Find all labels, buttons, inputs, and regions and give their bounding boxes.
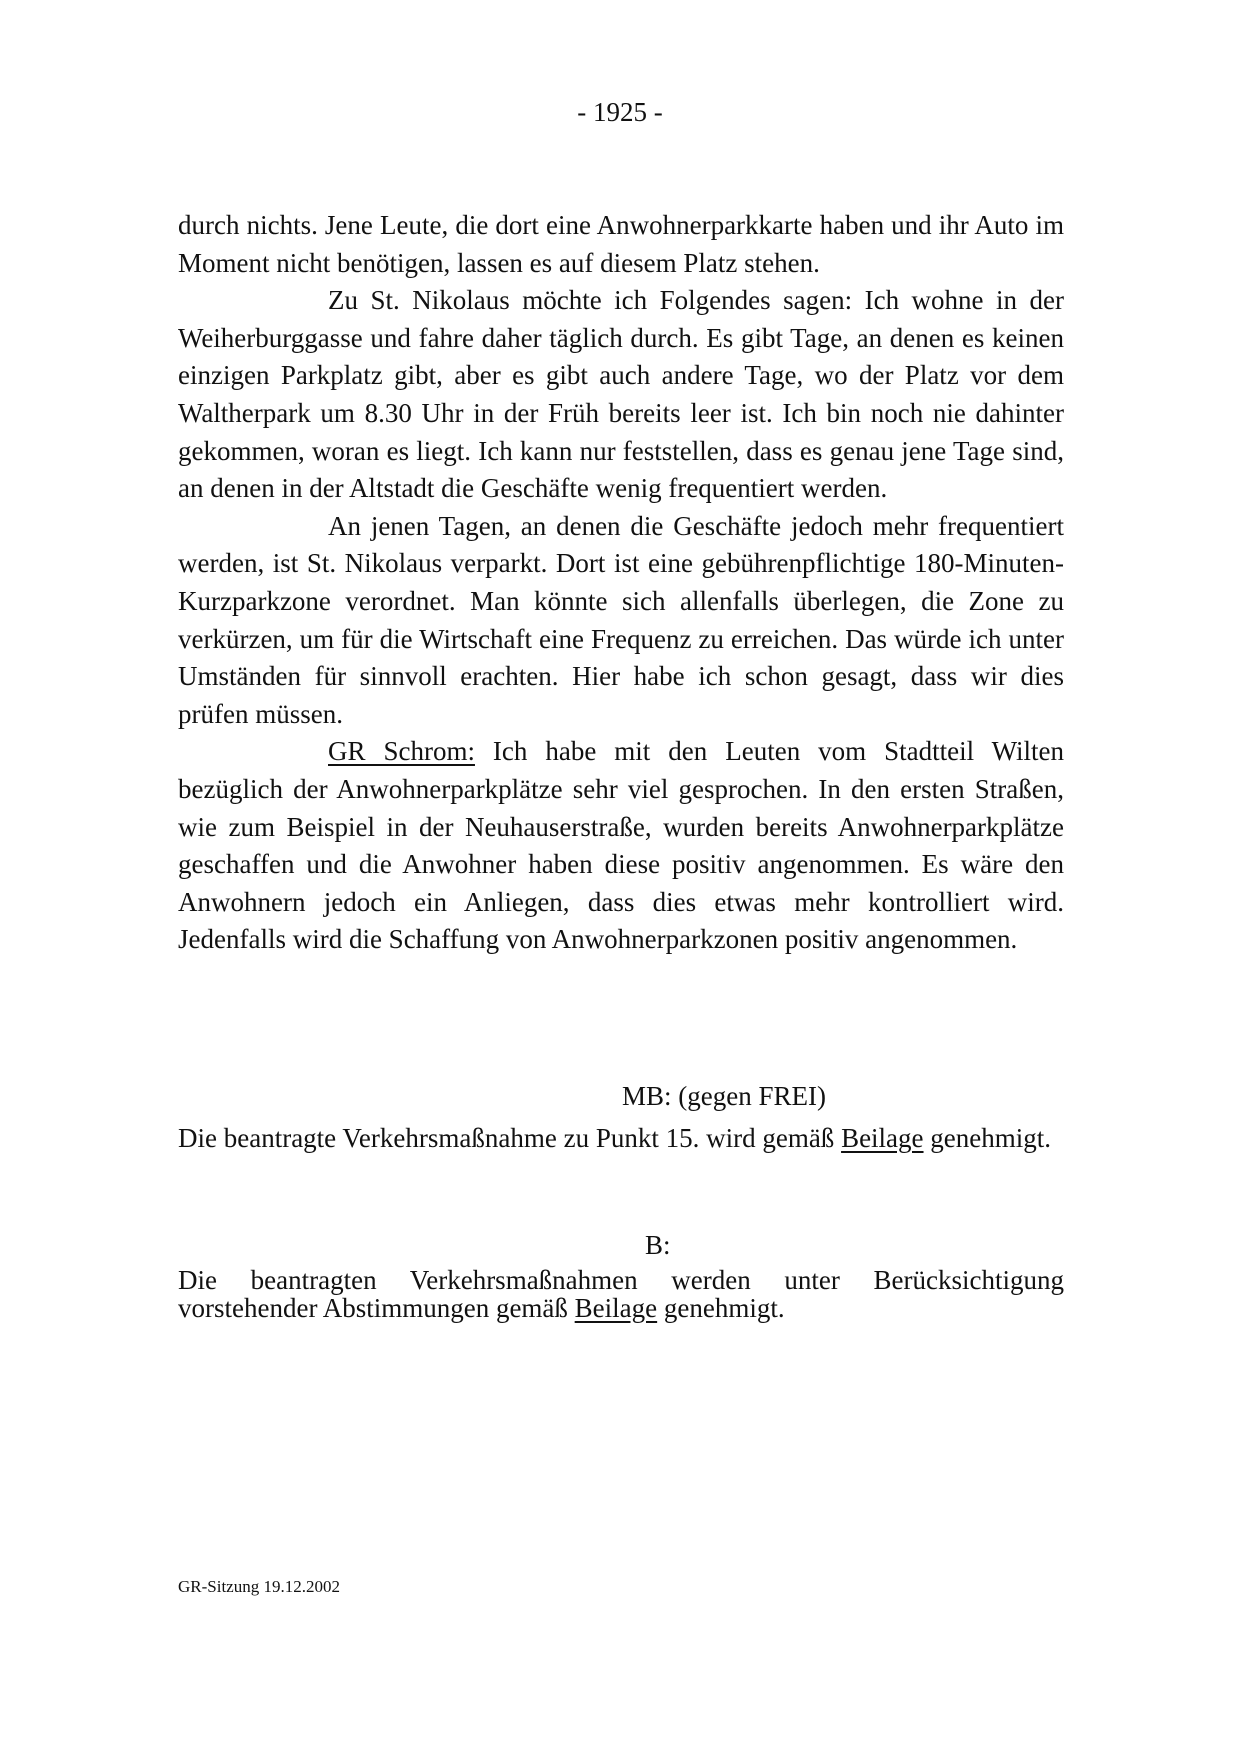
page-number: - 1925 - — [577, 97, 663, 127]
paragraph-1: durch nichts. Jene Leute, die dort eine Anwohnerparkkarte haben und ihr Auto im Moment nicht benötigen, lassen es auf diesem Platz stehen. — [178, 210, 1064, 278]
paragraph-3: An jenen Tagen, an denen die Geschäfte jedoch mehr frequentiert werden, ist St. Nikolaus verparkt. Dort ist eine gebührenpflichtige 180-Minuten-Kurzparkzone verordnet. Man könnte sich allenfalls überlegen, die Zone zu verkürzen, um für die Wirtschaft eine Frequenz zu erreichen. Das würde ich unter Umständen für sinnvoll erachten. Hier habe ich schon gesagt, dass wir dies prüfen müssen. — [178, 510, 1064, 729]
b-label: B: — [645, 1230, 671, 1260]
mb-beilage-link: Beilage — [841, 1123, 924, 1153]
mb-decision-text — [178, 1124, 1064, 1152]
body-text — [178, 207, 1064, 959]
paragraph-4 — [178, 733, 1064, 959]
footer-session-date: GR-Sitzung 19.12.2002 — [178, 1577, 340, 1596]
mb-text-after: genehmigt. — [923, 1123, 1052, 1153]
b-decision-text — [178, 1266, 1064, 1322]
b-text-after: genehmigt. — [657, 1293, 785, 1323]
mb-text-before: Die beantragte Verkehrsmaßnahme zu Punkt 15. wird gemäß — [178, 1123, 842, 1153]
paragraph-2: Zu St. Nikolaus möchte ich Folgendes sagen: Ich wohne in der Weiherburggasse und fahre daher täglich durch. Es gibt Tage, an denen es keinen einzigen Parkplatz gibt, aber es gibt auch andere Tage, wo der Platz vor dem Waltherpark um 8.30 Uhr in der Früh bereits leer ist. Ich bin noch nie dahinter gekommen, woran es liegt. Ich kann nur feststellen, dass es genau jene Tage sind, an denen in der Altstadt die Geschäfte wenig frequentiert werden. — [178, 285, 1064, 504]
b-text-before: Die beantragten Verkehrsmaßnahmen werden unter Berücksichtigung vorstehender Abstimmungen gemäß — [178, 1265, 1064, 1323]
b-beilage-link: Beilage — [574, 1293, 658, 1323]
speaker-name: GR Schrom: — [328, 736, 475, 767]
mb-label: MB: (gegen FREI) — [622, 1081, 826, 1111]
paragraph-4-text: Ich habe mit den Leuten vom Stadtteil Wilten bezüglich der Anwohnerparkplätze sehr viel gesprochen. In den ersten Straßen, wie zum Beispiel in der Neuhauserstraße, wurden bereits Anwohnerparkplätze geschaffen und die Anwohner haben diese positiv angenommen. Es wäre den Anwohnern jedoch ein Anliegen, dass dies etwas mehr kontrolliert wird. Jedenfalls wird die Schaffung von Anwohnerparkzonen positiv angenommen. — [178, 736, 1064, 955]
